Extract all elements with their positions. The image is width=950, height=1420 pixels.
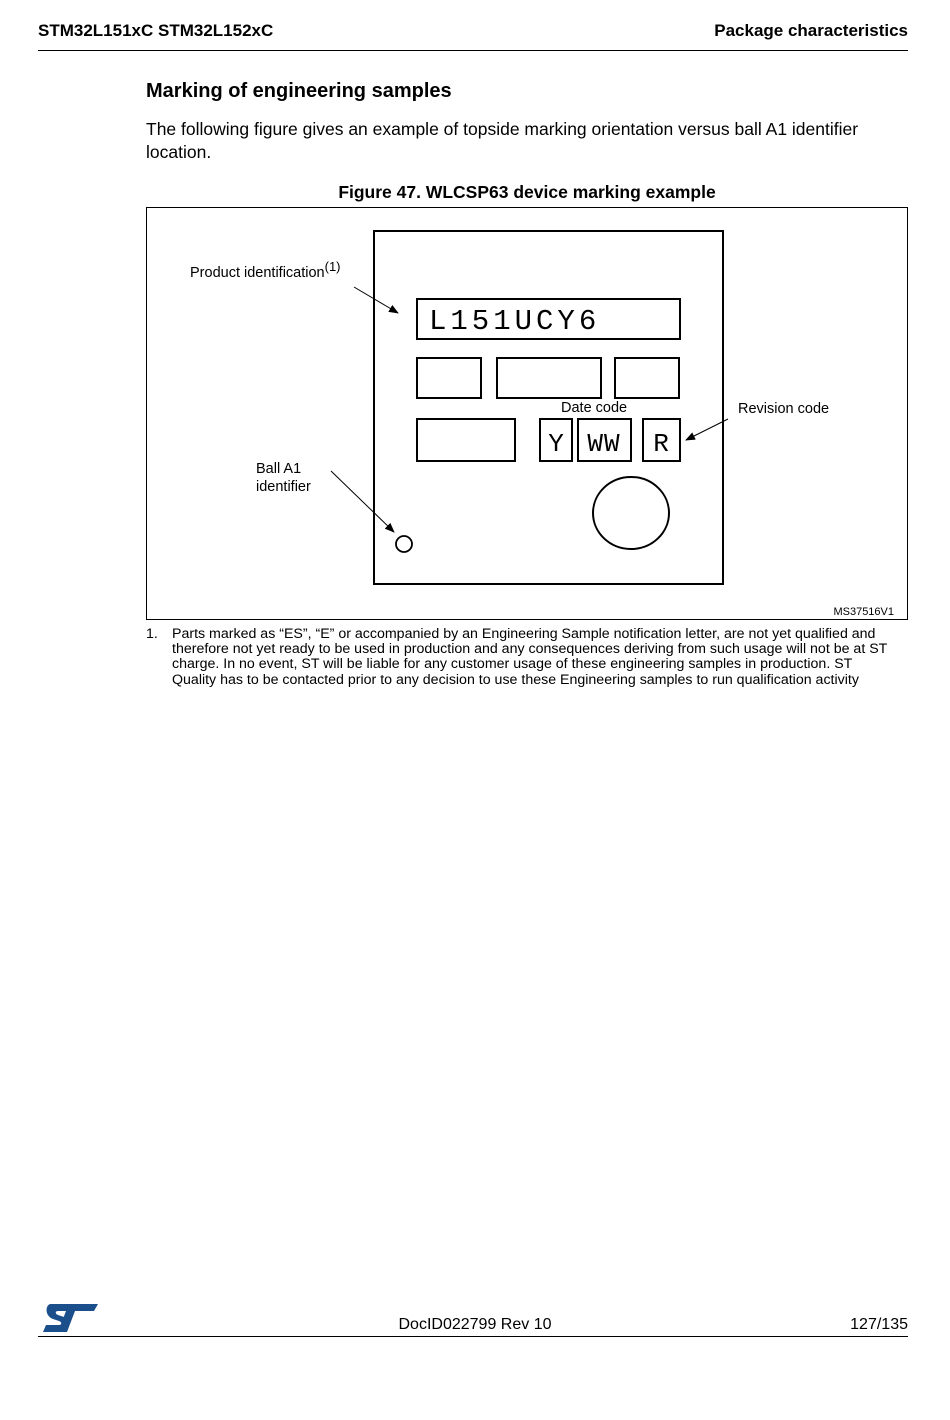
ball-a1-label-line1: Ball A1 <box>256 461 302 477</box>
date-code-year: Y <box>548 429 564 459</box>
package-outline <box>374 231 723 584</box>
date-code-week: WW <box>587 429 621 459</box>
note-text: Parts marked as “ES”, “E” or accompanied by an Engineering Sample notification letter, are not yet qualified and therefore not yet ready to be used in production and any consequences deriving from such usage will not be at ST charge. In no event, ST will be liable for any customer usage of these engineering samples in production. ST Quality has to be contacted prior to any decision to use these Engineering samples to run qualification activity <box>172 626 888 688</box>
ball-a1-arrow <box>331 471 394 532</box>
header-divider <box>38 50 908 51</box>
revision-code-value: R <box>653 429 669 459</box>
intro-paragraph: The following figure gives an example of topside marking orientation versus ball A1 identifier location. <box>146 119 859 162</box>
marking-box-4 <box>417 419 515 461</box>
section-title: Marking of engineering samples <box>146 80 452 102</box>
product-id-label: Product identification(1) <box>190 259 341 281</box>
header-title-left: STM32L151xC STM32L152xC <box>38 21 274 40</box>
footer-divider <box>38 1336 908 1337</box>
marking-box-2 <box>497 358 601 398</box>
revision-code-arrow <box>686 419 728 440</box>
note-number: 1. <box>146 626 158 642</box>
ball-a1-label-line2: identifier <box>256 479 311 495</box>
product-id-arrow <box>354 287 398 313</box>
marking-box-1 <box>417 358 481 398</box>
pin-one-dot <box>593 477 669 549</box>
revision-code-label: Revision code <box>738 401 830 417</box>
footer-doc-id: DocID022799 Rev 10 <box>398 1316 552 1333</box>
date-code-label: Date code <box>561 400 628 416</box>
figure-ref-id: MS37516V1 <box>833 606 894 618</box>
figure-caption: Figure 47. WLCSP63 device marking example <box>338 182 716 202</box>
footer-page-number: 127/135 <box>850 1316 908 1333</box>
marking-figure <box>146 207 908 620</box>
product-id-value: L151UCY6 <box>429 305 601 338</box>
marking-box-3 <box>615 358 679 398</box>
ball-a1-indicator <box>396 536 412 552</box>
header-title-right: Package characteristics <box>714 21 908 40</box>
